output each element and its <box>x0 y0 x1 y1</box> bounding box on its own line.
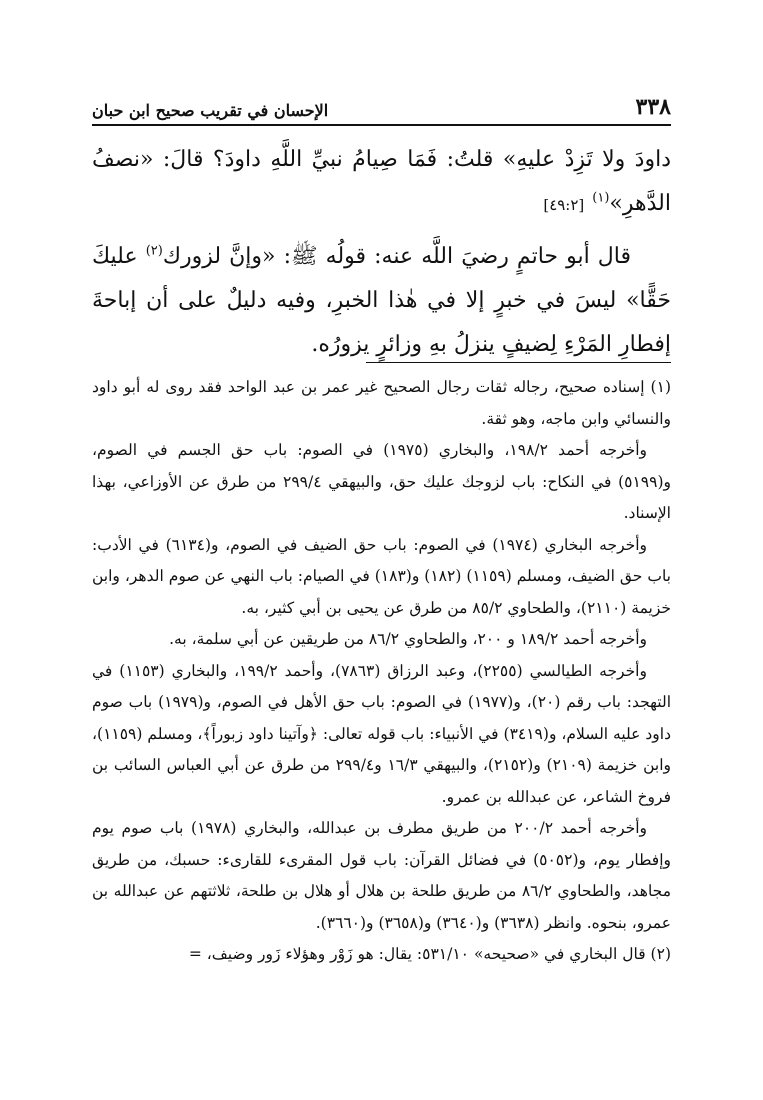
footnote-1-para-2: وأخرجه أحمد ١٩٨/٢، والبخاري (١٩٧٥) في الصوم: باب حق الجسم في الصوم، و(٥١٩٩) في النكاح: باب لزوجك عليك حق، والبيهقي ٢٩٩/٤ من طرق عن الأوزاعي، بهذا الإسناد. <box>92 441 671 522</box>
commentary-text-start: قال أبو حاتمٍ رضيَ اللَّه عنه: قولُه ﷺ: «وإنَّ لزورك <box>162 244 631 269</box>
footnote-1-intro: (١) إسناده صحيح، رجاله ثقات رجال الصحيح غير عمر بن عبد الواحد فقد روى له أبو داود والنسائي وابن ماجه، وهو ثقة. <box>92 378 671 428</box>
footnote-marker-1: (١) <box>592 190 610 206</box>
book-title: الإحسان في تقريب صحيح ابن حبان <box>92 101 329 120</box>
commentary-paragraph <box>92 235 671 367</box>
footnote-1-para-4: وأخرجه أحمد ١٨٩/٢ و ٢٠٠، والطحاوي ٨٦/٢ من طريقين عن أبي سلمة، به. <box>169 630 647 648</box>
hadith-text: داودَ ولا تَزِدْ عليهِ» قلتُ: فَمَا صِيامُ نبيِّ اللَّهِ داودَ؟ قالَ: «نصفُ الدَّهرِ» <box>92 147 671 216</box>
commentary-text-end: عليكَ حَقًّا» ليسَ في خبرٍ إلا في هٰذا الخبرِ، وفيه دليلٌ على أن إباحةَ إفطارِ المَرْءِ لِضيفٍ ينزلُ بهِ وزائرٍ يزورُه. <box>92 244 671 357</box>
hadith-paragraph <box>92 138 671 227</box>
footnotes <box>92 372 671 971</box>
footnote-marker-2: (٢) <box>145 243 163 259</box>
footnote-1-para-3: وأخرجه البخاري (١٩٧٤) في الصوم: باب حق الضيف في الصوم، و(٦١٣٤) في الأدب: باب حق الضيف، ومسلم (١١٥٩) (١٨٢) و(١٨٣) في الصيام: باب النهي عن صوم الدهر، وابن خزيمة (٢١١٠)، والطحاوي ٨٥/٢ من طرق عن يحيى بن أبي كثير، به. <box>92 535 671 617</box>
main-text <box>92 138 671 367</box>
hadith-reference: [٤٩:٢] <box>543 196 585 214</box>
footnote-1-para-5: وأخرجه الطيالسي (٢٢٥٥)، وعبد الرزاق (٧٨٦٣)، وأحمد ١٩٩/٢، والبخاري (١١٥٣) في التهجد: باب رقم (٢٠)، و(١٩٧٧) في الصوم: باب حق الأهل في الصوم، و(١٩٧٩) باب صوم داود عليه السلام، و(٣٤١٩) في الأنبياء: باب قوله تعالى: ﴿وآتينا داود زبوراً﴾، ومسلم (١١٥٩)، وابن خزيمة (٢١٠٩) و(٢١٥٢)، والبيهقي ١٦/٣ و٢٩٩/٤ من طرق عن أبي العباس السائب بن فروخ الشاعر، عن عبدالله بن عمرو. <box>92 661 672 806</box>
footnote-2: (٢) قال البخاري في «صحيحه» ٥٣١/١٠: يقال: هو زَوْر وهؤلاء زَور وضيف، = <box>188 945 671 963</box>
page-number: ٣٣٨ <box>635 94 671 120</box>
footnote-1-para-6: وأخرجه أحمد ٢٠٠/٢ من طريق مطرف بن عبدالله، والبخاري (١٩٧٨) باب صوم يوم وإفطار يوم، و(٥٠٥٢) في فضائل القرآن: باب قول المقرىء للقارىء: حسبك، من طريق مجاهد، والطحاوي ٨٦/٢ من طريق طلحة بن هلال أو هلال بن طلحة، ثلاثتهم عن عبدالله بن عمرو، بنحوه. وانظر (٣٦٣٨) و(٣٦٤٠) و(٣٦٥٨) و(٣٦٦٠). <box>92 819 671 932</box>
footnote-separator <box>366 362 671 363</box>
running-header <box>92 92 671 126</box>
